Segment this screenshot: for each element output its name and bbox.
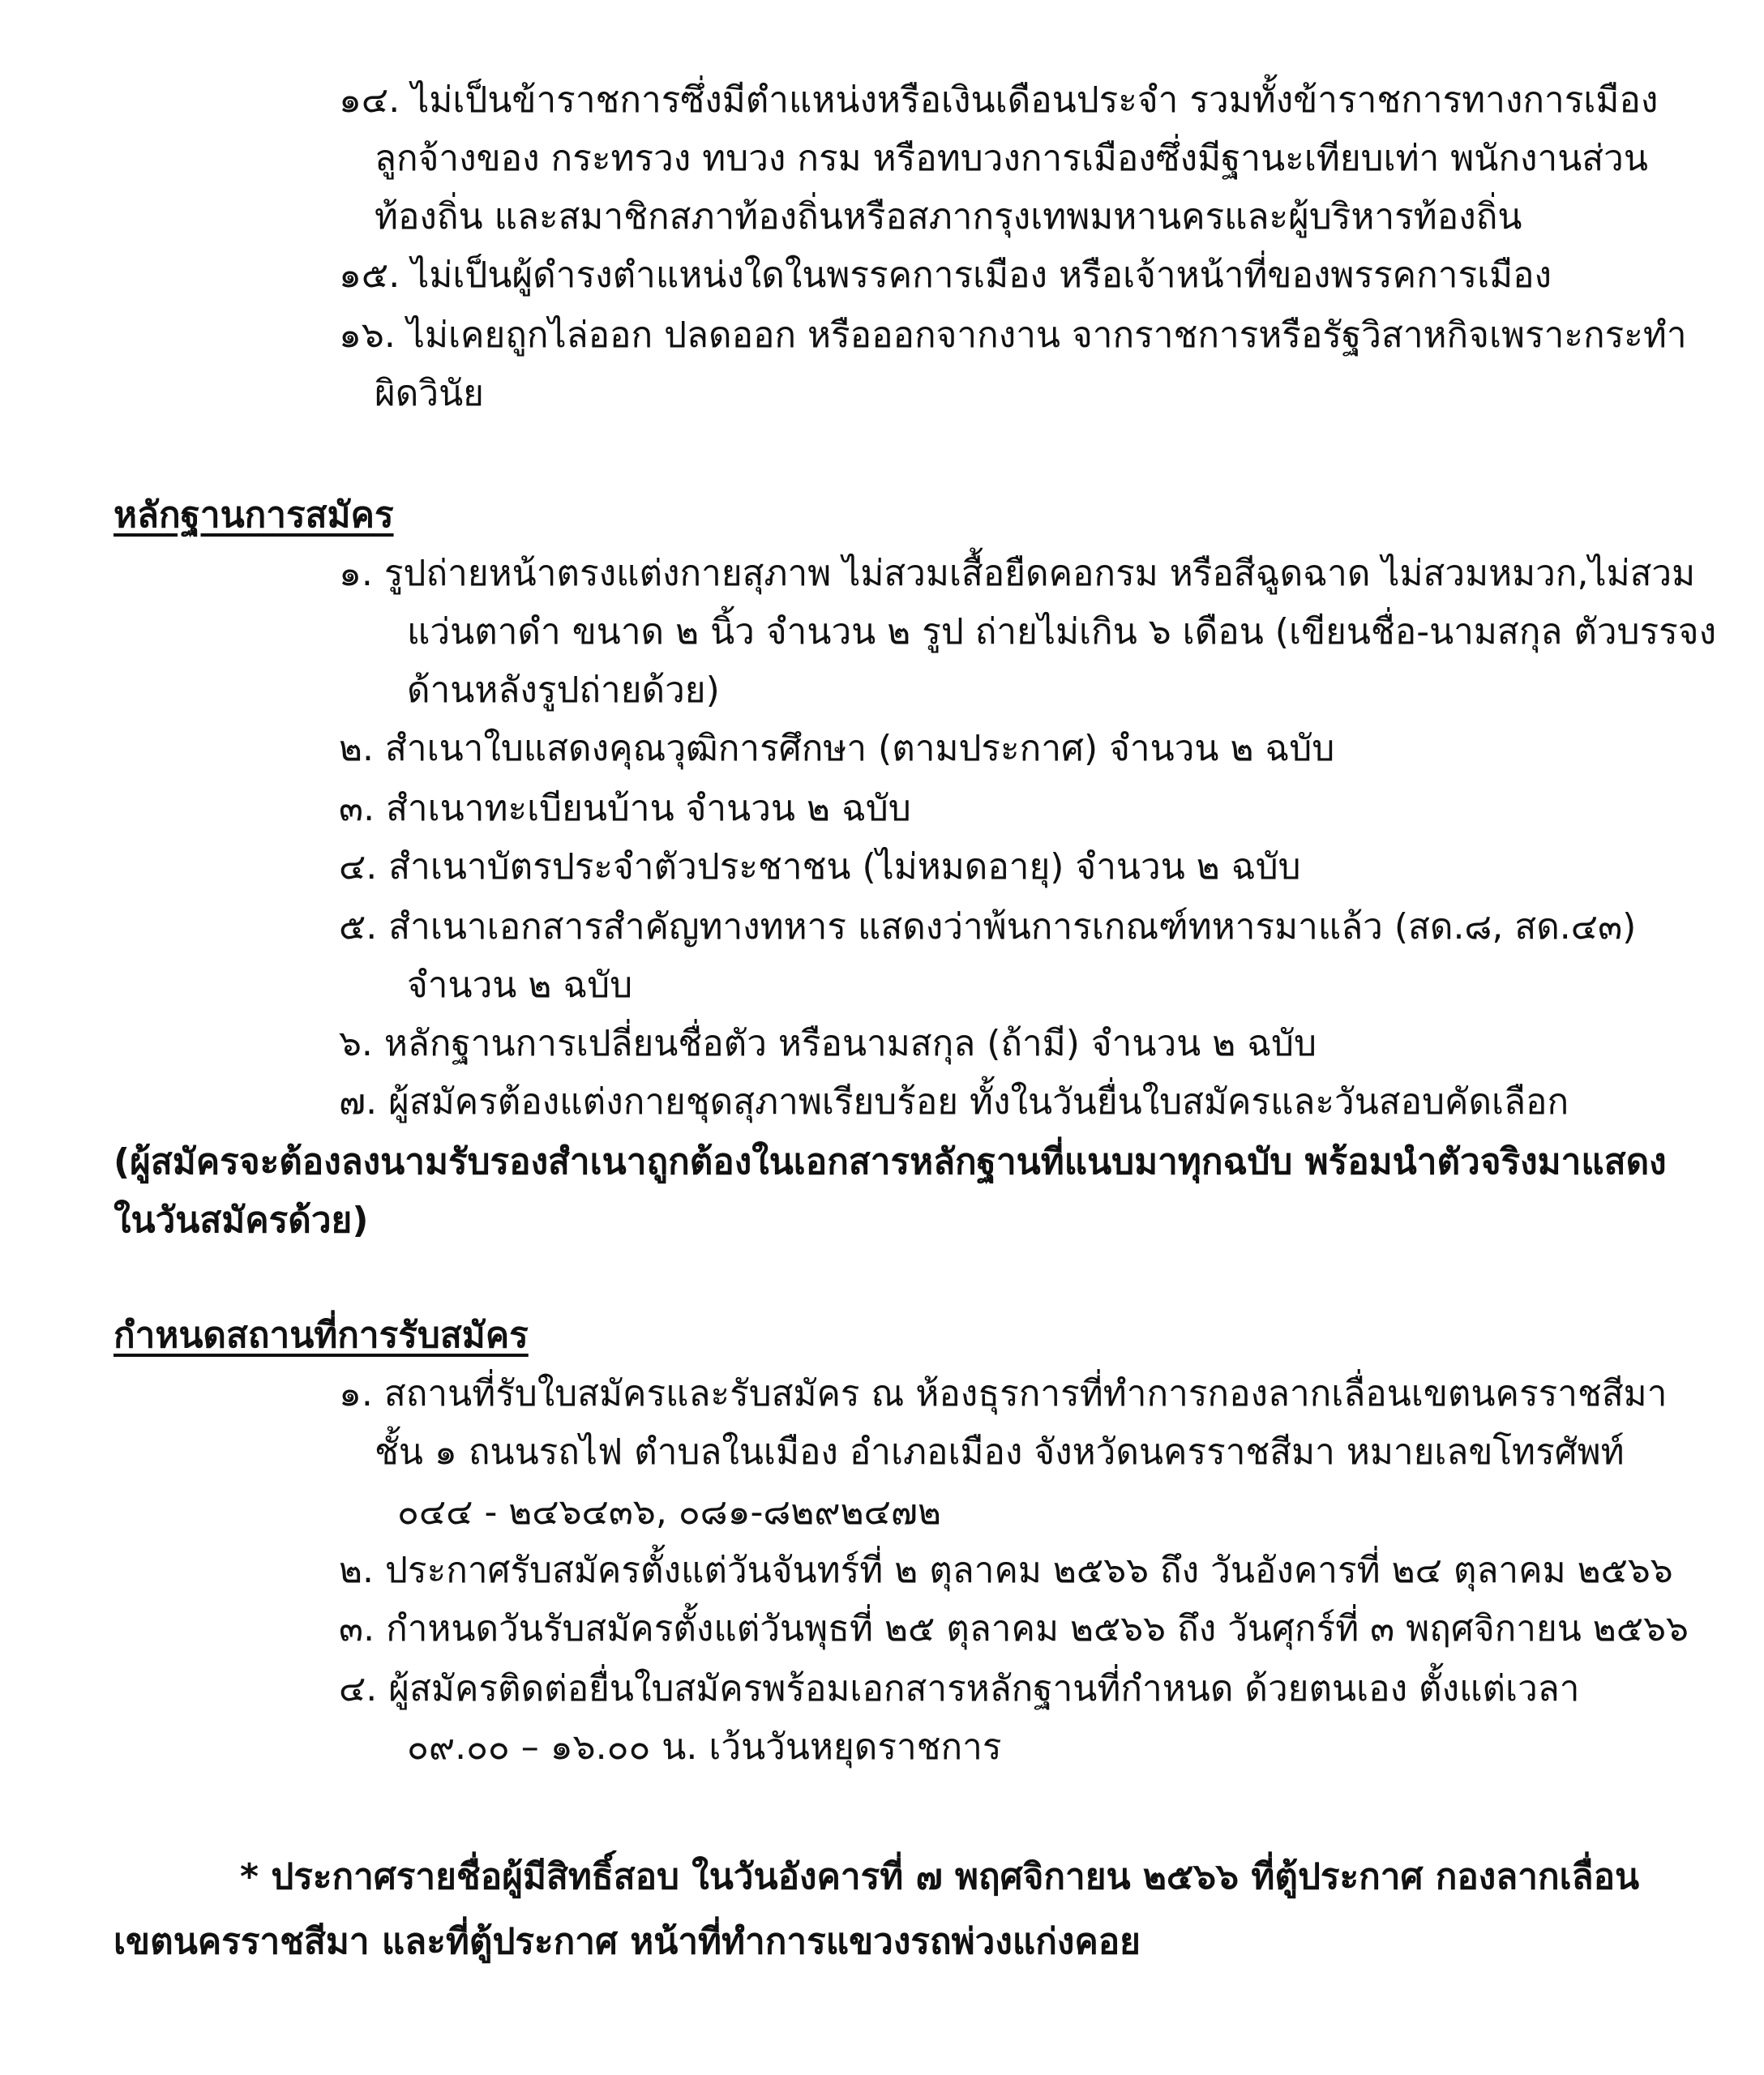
item-text-continuation: ชั้น ๑ ถนนรถไฟ ตำบลในเมือง อำเภอเมือง จังหวัดนครราชสีมา หมายเลขโทรศัพท์ bbox=[375, 1431, 1625, 1473]
item-text: ไม่เป็นผู้ดำรงตำแหน่งใดในพรรคการเมือง หรือเจ้าหน้าที่ของพรรคการเมือง bbox=[411, 255, 1552, 296]
item-number: ๒. bbox=[339, 728, 374, 769]
item-number: ๕. bbox=[339, 906, 378, 948]
phone-numbers: ๐๔๔ - ๒๔๖๔๓๖, ๐๘๑-๘๒๙๒๔๗๒ bbox=[397, 1491, 941, 1533]
item-number: ๖. bbox=[339, 1023, 373, 1064]
item-text: หลักฐานการเปลี่ยนชื่อตัว หรือนามสกุล (ถ้ามี) จำนวน ๒ ฉบับ bbox=[383, 1023, 1317, 1064]
announcement: * ประกาศรายชื่อผู้มีสิทธิ์สอบ ในวันอังคารที่ ๗ พฤศจิกายน ๒๕๖๖ ที่ตู้ประกาศ กองลากเลื่อน bbox=[240, 1856, 1640, 1897]
item-text: สำเนาใบแสดงคุณวุฒิการศึกษา (ตามประกาศ) จำนวน ๒ ฉบับ bbox=[385, 728, 1335, 769]
item-number: ๒. bbox=[339, 1550, 374, 1591]
item-text: ผู้สมัครต้องแต่งกายชุดสุภาพเรียบร้อย ทั้งในวันยื่นใบสมัครและวันสอบคัดเลือก bbox=[388, 1081, 1569, 1123]
item-text: ไม่เคยถูกไล่ออก ปลดออก หรือออกจากงาน จากราชการหรือรัฐวิสาหกิจเพราะกระทำ bbox=[406, 314, 1687, 356]
qualification-item-14 bbox=[339, 76, 1658, 125]
item-number: ๔. bbox=[339, 1668, 378, 1709]
evidence-note: (ผู้สมัครจะต้องลงนามรับรองสำเนาถูกต้องในเอกสารหลักฐานที่แนบมาทุกฉบับ พร้อมนำตัวจริงมาแสดง bbox=[113, 1141, 1667, 1183]
item-number: ๑๖. bbox=[339, 314, 396, 356]
item-text-continuation: ๐๙.๐๐ – ๑๖.๐๐ น. เว้นวันหยุดราชการ bbox=[407, 1726, 1002, 1768]
item-number: ๗. bbox=[339, 1081, 378, 1123]
item-text-continuation: ลูกจ้างของ กระทรวง ทบวง กรม หรือทบวงการเมืองซึ่งมีฐานะเทียบเท่า พนักงานส่วน bbox=[375, 138, 1648, 179]
qualification-item-16 bbox=[339, 311, 1687, 360]
evidence-item-3 bbox=[339, 785, 911, 833]
item-text: รูปถ่ายหน้าตรงแต่งกายสุภาพ ไม่สวมเสื้อยืดคอกรม หรือสีฉูดฉาด ไม่สวมหมวก,ไม่สวม bbox=[383, 553, 1696, 594]
item-text-continuation: จำนวน ๒ ฉบับ bbox=[407, 965, 633, 1006]
item-text: ผู้สมัครติดต่อยื่นใบสมัครพร้อมเอกสารหลักฐานที่กำหนด ด้วยตนเอง ตั้งแต่เวลา bbox=[388, 1668, 1580, 1709]
item-number: ๓. bbox=[339, 788, 375, 829]
evidence-item-4 bbox=[339, 843, 1301, 892]
item-text: สถานที่รับใบสมัครและรับสมัคร ณ ห้องธุรการที่ทำการกองลากเลื่อนเขตนครราชสีมา bbox=[383, 1373, 1668, 1414]
location-item-4 bbox=[339, 1665, 1579, 1713]
item-number: ๓. bbox=[339, 1608, 375, 1649]
item-number: ๑๕. bbox=[339, 255, 400, 296]
evidence-item-5 bbox=[339, 903, 1636, 952]
evidence-note-continuation: ในวันสมัครด้วย) bbox=[113, 1200, 369, 1241]
evidence-item-2 bbox=[339, 725, 1334, 773]
item-text: ประกาศรับสมัครตั้งแต่วันจันทร์ที่ ๒ ตุลาคม ๒๕๖๖ ถึง วันอังคารที่ ๒๔ ตุลาคม ๒๕๖๖ bbox=[385, 1550, 1673, 1591]
section-heading-location: กำหนดสถานที่การรับสมัคร bbox=[113, 1315, 529, 1356]
item-text-continuation: ท้องถิ่น และสมาชิกสภาท้องถิ่นหรือสภากรุงเทพมหานครและผู้บริหารท้องถิ่น bbox=[375, 196, 1522, 237]
item-text: ไม่เป็นข้าราชการซึ่งมีตำแหน่งหรือเงินเดือนประจำ รวมทั้งข้าราชการทางการเมือง bbox=[411, 79, 1659, 121]
location-item-3 bbox=[339, 1605, 1689, 1654]
item-text-continuation: ด้านหลังรูปถ่ายด้วย) bbox=[407, 670, 720, 711]
location-item-2 bbox=[339, 1547, 1673, 1595]
item-text: กำหนดวันรับสมัครตั้งแต่วันพุธที่ ๒๕ ตุลาคม ๒๕๖๖ ถึง วันศุกร์ที่ ๓ พฤศจิกายน ๒๕๖๖ bbox=[386, 1608, 1689, 1649]
item-text: สำเนาบัตรประจำตัวประชาชน (ไม่หมดอายุ) จำนวน ๒ ฉบับ bbox=[388, 846, 1301, 888]
evidence-item-7 bbox=[339, 1078, 1569, 1127]
evidence-item-1 bbox=[339, 550, 1695, 598]
item-number: ๑. bbox=[339, 553, 373, 594]
item-text-continuation: แว่นตาดำ ขนาด ๒ นิ้ว จำนวน ๒ รูป ถ่ายไม่เกิน ๖ เดือน (เขียนชื่อ-นามสกุล ตัวบรรจง bbox=[407, 611, 1717, 652]
item-number: ๔. bbox=[339, 846, 378, 888]
announcement-continuation: เขตนครราชสีมา และที่ตู้ประกาศ หน้าที่ทำการแขวงรถพ่วงแก่งคอย bbox=[113, 1921, 1141, 1962]
item-text-continuation: ผิดวินัย bbox=[375, 373, 484, 414]
section-heading-evidence: หลักฐานการสมัคร bbox=[113, 494, 394, 536]
location-item-1 bbox=[339, 1370, 1667, 1418]
item-text: สำเนาทะเบียนบ้าน จำนวน ๒ ฉบับ bbox=[386, 788, 911, 829]
item-text: สำเนาเอกสารสำคัญทางทหาร แสดงว่าพ้นการเกณฑ์ทหารมาแล้ว (สด.๘, สด.๔๓) bbox=[388, 906, 1637, 948]
qualification-item-15 bbox=[339, 251, 1552, 300]
evidence-item-6 bbox=[339, 1020, 1317, 1068]
item-number: ๑. bbox=[339, 1373, 373, 1414]
item-number: ๑๔. bbox=[339, 79, 400, 121]
